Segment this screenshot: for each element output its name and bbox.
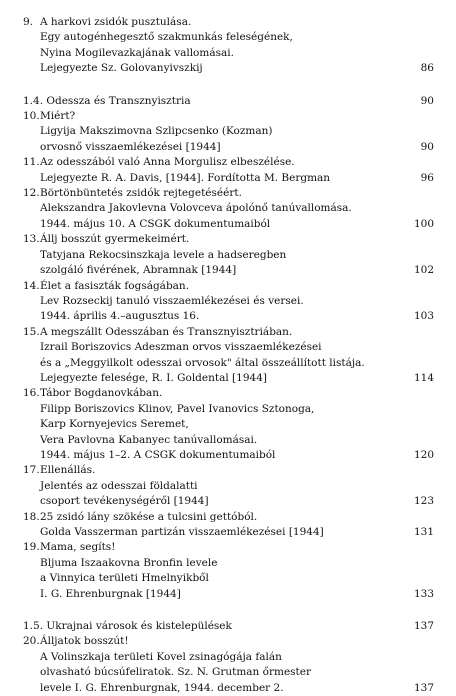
- toc-entry-10: [23, 109, 434, 155]
- entry-line: Nyina Mogilevazkajának vallomásai.: [40, 46, 234, 59]
- page-number: 90: [420, 140, 434, 153]
- page-number: 133: [413, 587, 434, 600]
- toc-entry-13: [23, 232, 434, 278]
- page-number: 120: [413, 448, 434, 461]
- toc-section-1-5: [23, 619, 434, 634]
- entry-number: 11.: [23, 156, 40, 169]
- section-number: 1.5.: [23, 620, 44, 633]
- entry-number: 18.: [23, 510, 40, 523]
- entry-line: Lejegyezte Sz. Golovanyivszkij: [40, 62, 203, 75]
- entry-line: Ligyija Makszimovna Szlipcsenko (Kozman): [40, 125, 273, 138]
- entry-title: 25 zsidó lány szökése a tulcsini gettóból.: [40, 510, 258, 523]
- page-number: 114: [413, 371, 434, 384]
- entry-title: A harkovi zsidók pusztulása.: [40, 16, 192, 28]
- entry-title: Mama, segíts!: [40, 541, 116, 554]
- entry-line: Lejegyezte R. A. Davis, [1944]. Fordította M. Bergman: [40, 171, 331, 184]
- page-number: 96: [420, 171, 434, 184]
- section-title: Odessza és Transznyisztria: [46, 94, 191, 107]
- entry-title: Az odesszából való Anna Morgulisz elbeszélése.: [40, 156, 295, 169]
- entry-number: 10.: [23, 110, 40, 123]
- entry-number: 20.: [23, 635, 40, 648]
- entry-number: 9.: [23, 16, 34, 28]
- page-number: 137: [413, 681, 434, 694]
- page-number: 131: [413, 526, 434, 538]
- entry-line: orvosnő visszaemlékezései [1944]: [40, 140, 221, 153]
- entry-title: Ellenállás.: [40, 464, 96, 477]
- toc-entry-9: [23, 15, 434, 77]
- entry-line: A Volinszkaja területi Kovel zsinagógája falán: [40, 650, 282, 663]
- toc-entry-18: [23, 510, 434, 541]
- entry-line: 1944. május 10. A CSGK dokumentumaiból: [40, 217, 271, 230]
- entry-number: 14.: [23, 279, 40, 292]
- toc-entry-16: [23, 386, 434, 463]
- toc-section-1-4: [23, 94, 434, 109]
- entry-line: Golda Vasszerman partizán visszaemlékezései [1944]: [40, 526, 324, 538]
- entry-line: 1944. április 4.–augusztus 16.: [40, 310, 200, 323]
- entry-line: Lejegyezte felesége, R. I. Goldental [1944]: [40, 371, 267, 384]
- entry-title: A megszállt Odesszában és Transznyisztriában.: [40, 325, 293, 338]
- entry-line: Lev Rozseckij tanuló visszaemlékezései és versei.: [40, 294, 304, 307]
- page-number: 86: [420, 62, 434, 75]
- entry-line: I. G. Ehrenburgnak [1944]: [40, 587, 181, 600]
- entry-line: Vera Pavlovna Kabanyec tanúvallomásai.: [40, 433, 258, 446]
- page-number: 103: [413, 310, 434, 323]
- toc-entry-20: [23, 634, 434, 696]
- page-number: 90: [420, 94, 434, 107]
- entry-number: 17.: [23, 464, 40, 477]
- entry-title: Élet a fasiszták fogságában.: [40, 279, 190, 292]
- entry-line: levele I. G. Ehrenburgnak, 1944. december 2.: [40, 681, 284, 694]
- entry-number: 19.: [23, 541, 40, 554]
- toc-entry-14: [23, 279, 434, 325]
- entry-title: Börtönbüntetés zsidók rejtegetéséért.: [40, 187, 242, 200]
- entry-line: és a „Meggyilkolt odesszai orvosok" által összeállított listája.: [40, 356, 365, 369]
- entry-line: Alekszandra Jakovlevna Volovceva ápolónő tanúvallomása.: [40, 202, 352, 215]
- toc-entry-17: [23, 463, 434, 509]
- toc-entry-12: [23, 186, 434, 232]
- entry-line: olvasható búcsúfeliratok. Sz. N. Grutman őrmester: [40, 666, 312, 679]
- entry-title: Miért?: [40, 110, 76, 123]
- entry-number: 15.: [23, 325, 40, 338]
- toc-entry-19: [23, 540, 434, 602]
- section-title: Ukrajnai városok és kistelepülések: [46, 620, 232, 633]
- entry-line: Jelentés az odesszai földalatti: [40, 479, 198, 492]
- section-number: 1.4.: [23, 94, 44, 107]
- toc-entry-15: [23, 325, 434, 387]
- entry-line: Filipp Boriszovics Klinov, Pavel Ivanovics Sztonoga,: [40, 402, 315, 415]
- entry-number: 16.: [23, 387, 40, 400]
- entry-number: 13.: [23, 233, 40, 246]
- toc-entry-11: [23, 155, 434, 186]
- entry-line: Bljuma Iszaakovna Bronfin levele: [40, 556, 218, 569]
- page-number: 102: [413, 264, 434, 277]
- entry-line: a Vinnyica területi Hmelnyikből: [40, 572, 209, 585]
- page-number: 123: [413, 495, 434, 508]
- entry-title: Tábor Bogdanovkában.: [40, 387, 163, 400]
- entry-title: Álljatok bosszút!: [40, 635, 129, 648]
- entry-line: Karp Kornyejevics Seremet,: [40, 418, 189, 431]
- entry-line: szolgáló fivérének, Abramnak [1944]: [40, 264, 237, 277]
- entry-line: csoport tevékenységéről [1944]: [40, 495, 209, 508]
- entry-line: Egy autogénhegesztő szakmunkás feleségének,: [40, 31, 293, 44]
- page-number: 100: [413, 217, 434, 230]
- page-number: 137: [413, 620, 434, 633]
- entry-line: Izrail Boriszovics Adeszman orvos visszaemlékezései: [40, 341, 322, 354]
- entry-title: Állj bosszút gyermekeimért.: [40, 233, 190, 246]
- entry-line: Tatyjana Rekocsinszkaja levele a hadseregben: [40, 248, 287, 261]
- entry-number: 12.: [23, 187, 40, 200]
- entry-line: 1944. május 1–2. A CSGK dokumentumaiból: [40, 448, 276, 461]
